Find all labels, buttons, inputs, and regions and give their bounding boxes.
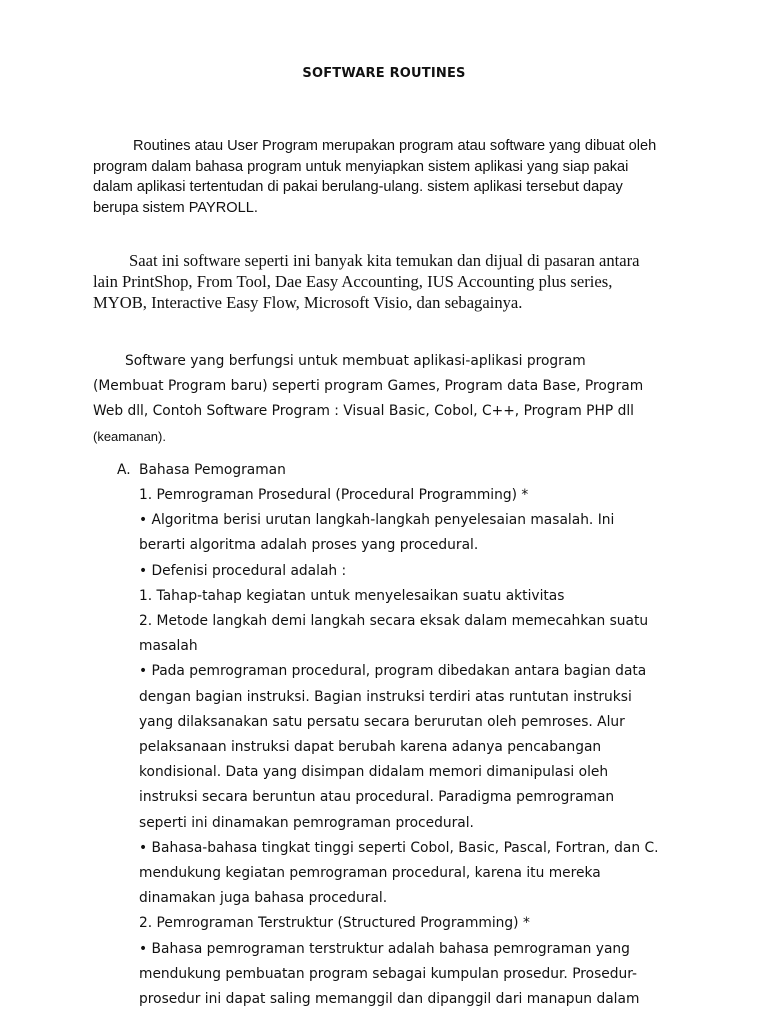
body-line: • Algoritma berisi urutan langkah-langkah penyelesaian masalah. Ini: [139, 512, 615, 529]
body-line: • Defenisi procedural adalah :: [139, 562, 347, 579]
paragraph-software-examples: [93, 250, 693, 313]
body-line: • Pada pemrograman procedural, program dibedakan antara bagian data: [139, 663, 647, 680]
paragraph-line: Web dll, Contoh Software Program : Visual Basic, Cobol, C++, Program PHP dll: [93, 403, 634, 419]
body-line: berarti algoritma adalah proses yang procedural.: [139, 537, 479, 554]
paragraph-software-builders: [93, 349, 713, 449]
paragraph-line: Saat ini software seperti ini banyak kita temukan dan dijual di pasaran antara: [129, 251, 640, 270]
body-line: 2. Metode langkah demi langkah secara eksak dalam memecahkan suatu: [139, 613, 649, 630]
body-line: kondisional. Data yang disimpan didalam memori dimanipulasi oleh: [139, 764, 609, 781]
paragraph-line: program dalam bahasa program untuk menyiapkan sistem aplikasi yang siap pakai: [93, 158, 629, 175]
section-heading-text: Bahasa Pemograman: [139, 462, 286, 478]
body-line: mendukung kegiatan pemrograman procedural, karena itu mereka: [139, 865, 601, 882]
paragraph-routines: [93, 136, 693, 218]
body-line: • Bahasa-bahasa tingkat tinggi seperti Cobol, Basic, Pascal, Fortran, dan C.: [139, 839, 659, 856]
body-line: yang dilaksanakan satu persatu secara berurutan oleh pemroses. Alur: [139, 713, 625, 730]
paragraph-line: Software yang berfungsi untuk membuat aplikasi-aplikasi program: [125, 353, 586, 369]
body-line: mendukung pembuatan program sebagai kumpulan prosedur. Prosedur-: [139, 965, 638, 982]
list-marker: A.: [117, 462, 131, 478]
body-line: instruksi secara beruntun atau procedural. Paradigma pemrograman: [139, 789, 615, 806]
paragraph-line: (keamanan).: [93, 429, 166, 444]
body-line: 2. Pemrograman Terstruktur (Structured Programming) *: [139, 915, 530, 932]
section-body: [139, 483, 739, 1012]
body-line: seperti ini dinamakan pemrograman procedural.: [139, 814, 474, 831]
body-line: masalah: [139, 638, 198, 655]
body-line: dinamakan juga bahasa procedural.: [139, 890, 388, 907]
paragraph-line: MYOB, Interactive Easy Flow, Microsoft Visio, dan sebagainya.: [93, 293, 523, 312]
paragraph-line: Routines atau User Program merupakan program atau software yang dibuat oleh: [133, 138, 657, 154]
paragraph-line: berupa sistem PAYROLL.: [93, 199, 258, 216]
paragraph-line: lain PrintShop, From Tool, Dae Easy Accounting, IUS Accounting plus series,: [93, 272, 613, 291]
section-heading: [117, 458, 286, 483]
body-line: pelaksanaan instruksi dapat berubah karena adanya pencabangan: [139, 739, 602, 756]
paragraph-line: (Membuat Program baru) seperti program Games, Program data Base, Program: [93, 378, 644, 394]
body-line: 1. Tahap-tahap kegiatan untuk menyelesaikan suatu aktivitas: [139, 587, 565, 604]
body-line: 1. Pemrograman Prosedural (Procedural Programming) *: [139, 487, 529, 503]
document-title: SOFTWARE ROUTINES: [302, 66, 466, 81]
body-line: • Bahasa pemrograman terstruktur adalah bahasa pemrograman yang: [139, 940, 630, 957]
paragraph-line: dalam aplikasi tertentudan di pakai berulang-ulang. sistem aplikasi tersebut dapay: [93, 179, 623, 195]
body-line: prosedur ini dapat saling memanggil dan dipanggil dari manapun dalam: [139, 991, 640, 1008]
body-line: dengan bagian instruksi. Bagian instruksi terdiri atas runtutan instruksi: [139, 688, 632, 705]
